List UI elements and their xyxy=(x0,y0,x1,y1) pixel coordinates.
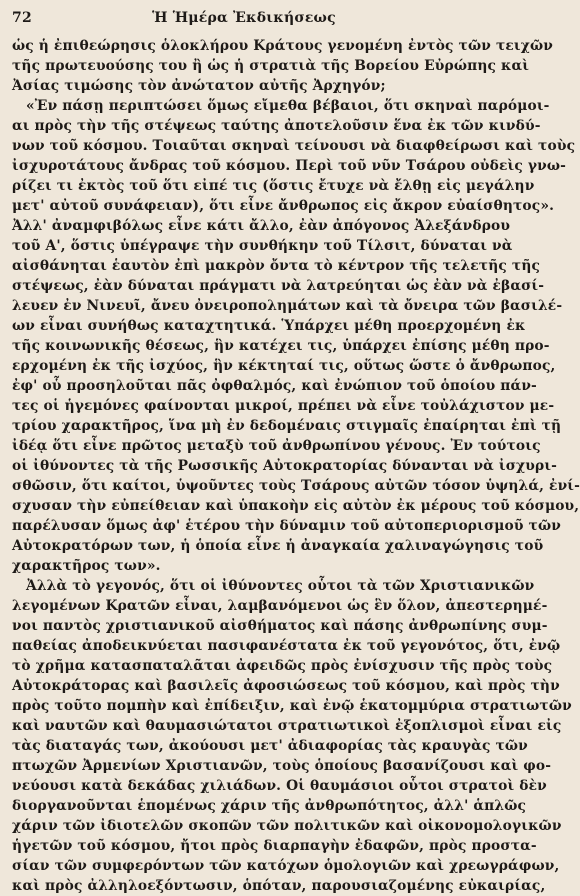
paragraph xyxy=(12,96,580,576)
text-line: ὡς ἡ ἐπιθεώρησις ὁλοκλήρου Κράτους γενομένη ἐντὸς τῶν τειχῶν xyxy=(12,38,553,54)
text-line: τρίου χαρακτῆρος, ἵνα μὴ ἐν δεδομέναις στιγμαῖς ἐπαίρηται ἐπὶ τῇ xyxy=(12,418,562,434)
text-line: χαρακτῆρος των». xyxy=(12,558,161,574)
text-line: Ἀλλ' ἀναμφιβόλως εἶνε κάτι ἄλλο, ἐὰν ἀπόγονος Ἀλεξάνδρου xyxy=(12,218,511,234)
text-line: μετ' αὐτοῦ συνάφειαν), ὅτι εἶνε ἄνθρωπος εἰς ἄκρον εὐαίσθητος». xyxy=(12,198,555,214)
text-line: τες οἱ ἡγεμόνες φαίνονται μικροί, πρέπει νὰ εἶνε τοὐλάχιστον με- xyxy=(12,398,555,414)
text-line: «Ἐν πάσῃ περιπτώσει ὅμως εἴμεθα βέβαιοι, ὅτι σκηναὶ παρόμοι- xyxy=(26,98,550,114)
text-line: νοι παντὸς χριστιανικοῦ αἰσθήματος καὶ πάσης ἀνθρωπίνης συμ- xyxy=(12,618,548,634)
text-line: τὰς διαταγάς των, ἀκούουσι μετ' ἀδιαφορίας τὰς κραυγὰς τῶν xyxy=(12,738,528,754)
text-line: λεγομένων Κρατῶν εἶναι, λαμβανόμενοι ὡς ἓν ὅλον, ἀπεστερημέ- xyxy=(12,598,548,614)
text-line: στέψεως, ἐὰν δύναται πράγματι νὰ λατρεύηται ὡς ἐὰν νὰ ἐβασί- xyxy=(12,278,545,294)
text-line: σθῶσιν, ὅτι καίτοι, ὑψοῦντες τοὺς Τσάρους αὐτῶν τόσον ὑψηλά, ἐνί- xyxy=(12,478,580,494)
text-line: ἰδέᾳ ὅτι εἶνε πρῶτος μεταξὺ τοῦ ἀνθρωπίνου γένους. Ἐν τούτοις xyxy=(12,438,541,454)
text-line: τῆς πρωτευούσης του ἢ ὡς ἡ στρατιὰ τῆς Βορείου Εὐρώπης καὶ xyxy=(12,58,530,74)
text-line: Αὐτοκράτορας καὶ βασιλεῖς ἀφοσιώσεως τοῦ κόσμου, καὶ πρὸς τὴν xyxy=(12,678,560,694)
text-line: νεύουσι κατὰ δεκάδας χιλιάδων. Οἱ θαυμάσιοι οὗτοι στρατοὶ δὲν xyxy=(12,778,547,794)
text-line: χάριν τῶν ἰδιοτελῶν σκοπῶν τῶν πολιτικῶν καὶ οἰκονομολογικῶν xyxy=(12,818,562,834)
text-line: πτωχῶν Ἀρμενίων Χριστιανῶν, τοὺς ὁποίους βασανίζουσι καὶ φο- xyxy=(12,758,552,774)
text-line: καὶ ναυτῶν καὶ θαυμασιώτατοι στρατιωτικοὶ ἐξοπλισμοὶ εἶναι εἰς xyxy=(12,718,562,734)
running-title: Ἡ Ἡμέρα Ἐκδικήσεως xyxy=(152,10,336,26)
text-line: πρὸς τοῦτο πομπὴν καὶ ἐπίδειξιν, καὶ ἐνῷ ἑκατομμύρια στρατιωτῶν xyxy=(12,698,572,714)
paragraph xyxy=(12,36,553,96)
text-line: Ἀσίας τιμώσης τὸν ἀνώτατον αὐτῆς Ἀρχηγόν; xyxy=(12,78,386,94)
text-line: τῆς κοινωνικῆς θέσεως, ἣν κατέχει τις, ὑπάρχει ἐπίσης μέθη προ- xyxy=(12,338,550,354)
text-line: σχυσαν τὴν εὐπείθειαν καὶ ὑπακοὴν εἰς αὐτὸν ἐκ μέρους τοῦ κόσμου, xyxy=(12,498,580,514)
page-number: 72 xyxy=(12,10,32,26)
text-line: καὶ πρὸς ἀλληλοεξόντωσιν, ὁπόταν, παρουσιαζομένης εὐκαιρίας, xyxy=(12,878,546,894)
text-line: τοῦ Α', ὅστις ὑπέγραψε τὴν συνθήκην τοῦ Τίλσιτ, δύναται νὰ xyxy=(12,238,513,254)
text-line: αἰσθάνηται ἑαυτὸν ἐπὶ μακρὸν ὄντα τὸ κέντρον τῆς τελετῆς τῆς xyxy=(12,258,541,274)
text-line: ρίζει τι ἐκτὸς τοῦ ὅτι εἰπέ τις (ὅστις ἔτυχε νὰ ἔλθῃ εἰς μεγάλην xyxy=(12,178,535,194)
text-line: Αὐτοκρατόρων των, ἡ ὁποία εἶνε ἡ ἀναγκαία χαλιναγώγησις τοῦ xyxy=(12,538,544,554)
text-line: λευεν ἐν Νινευῖ, ἄνευ ὀνειροπολημάτων καὶ τὰ ὄνειρα τῶν βασιλέ- xyxy=(12,298,563,314)
text-line: παθείας ἀποδεικνύεται πασιφανέστατα ἐκ τοῦ γεγονότος, ὅτι, ἐνῷ xyxy=(12,638,561,654)
text-line: τὸ χρῆμα κατασπαταλᾶται ἀφειδῶς πρὸς ἐνίσχυσιν τῆς πρὸς τοὺς xyxy=(12,658,553,674)
text-line: νων τοῦ κόσμου. Τοιαῦται σκηναὶ τείνουσι νὰ διαφθείρωσι καὶ τοὺς xyxy=(12,138,576,154)
text-line: ἡγετῶν τοῦ κόσμου, ἤτοι πρὸς διαρπαγὴν ἐδαφῶν, πρὸς προστα- xyxy=(12,838,537,854)
text-line: ερχομένη ἐκ τῆς ἰσχύος, ἣν κέκτηταί τις, οὕτως ὥστε ὁ ἄνθρωπος, xyxy=(12,358,556,374)
text-line: αι πρὸς τὴν τῆς στέψεως ταύτης ἀποτελοῦσιν ἕνα ἐκ τῶν κινδύ- xyxy=(12,118,541,134)
text-line: οἱ ἰθύνοντες τὰ τῆς Ρωσσικῆς Αὐτοκρατορίας δύνανται νὰ ἰσχυρι- xyxy=(12,458,558,474)
body-text xyxy=(12,36,580,896)
text-line: διοργανοῦνται ἑπομένως χάριν τῆς ἀνθρωπότητος, ἀλλ' ἁπλῶς xyxy=(12,798,527,814)
text-line: ων εἶναι συνήθως καταχτητικά. Ὑπάρχει μέθη προερχομένη ἐκ xyxy=(12,318,526,334)
text-line: ἰσχυροτάτους ἄνδρας τοῦ κόσμου. Περὶ τοῦ νῦν Τσάρου οὐδεὶς γνω- xyxy=(12,158,566,174)
text-line: σίαν τῶν συμφερόντων τῶν κατόχων ὁμολογιῶν καὶ χρεωγράφων, xyxy=(12,858,560,874)
paragraph xyxy=(12,576,572,896)
text-line: Ἀλλὰ τὸ γεγονός, ὅτι οἱ ἰθύνοντες οὗτοι τὰ τῶν Χριστιανικῶν xyxy=(26,578,535,594)
page-header xyxy=(12,10,486,36)
text-line: παρέλυσαν ὅμως ἀφ' ἑτέρου τὴν δύναμιν τοῦ αὐτοπεριορισμοῦ τῶν xyxy=(12,518,561,534)
text-line: ἐφ' οὗ προσηλοῦται πᾶς ὀφθαλμός, καὶ ἐνώπιον τοῦ ὁποίου πάν- xyxy=(12,378,537,394)
